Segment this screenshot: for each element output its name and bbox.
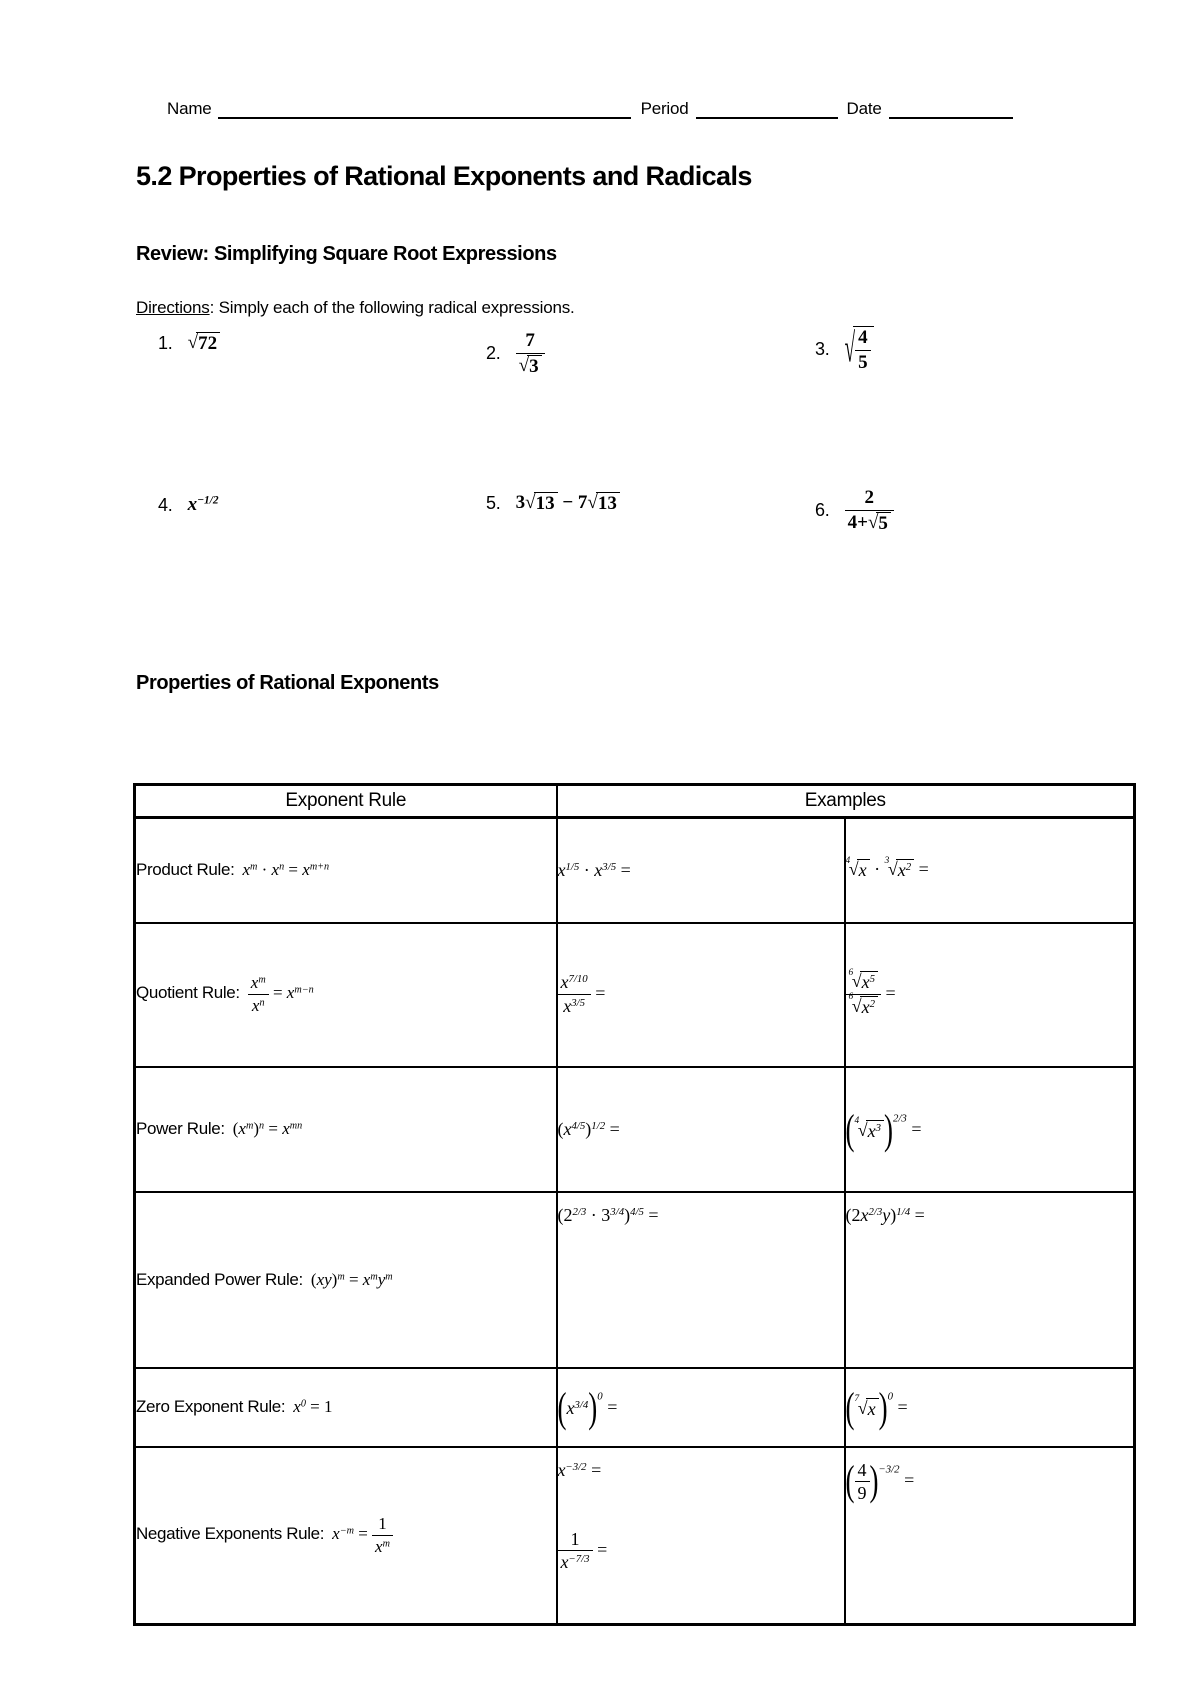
name-period-date-row xyxy=(167,100,1013,119)
table-row-power-rule xyxy=(135,1067,1135,1192)
expanded-power-example-2: $(2x^{2/3}y)^{1/4}$ = xyxy=(845,1204,925,1225)
problem-3-number: 3. xyxy=(815,339,830,360)
table-row-product-rule xyxy=(135,818,1135,923)
table-row-zero-exponent-rule xyxy=(135,1368,1135,1447)
directions-text: : Simply each of the following radical expressions. xyxy=(209,298,575,317)
negative-exponents-example-1-cell xyxy=(557,1447,845,1625)
quotient-rule-label: Quotient Rule: xyxy=(136,983,240,1003)
zero-exponent-rule-formula: $x^0 = 1$ xyxy=(293,1397,333,1416)
negative-exponents-example-1b: $\frac{1}{x^{-7/3}}$ = xyxy=(558,1529,608,1573)
problem-2 xyxy=(486,330,545,378)
expanded-power-rule-label: Expanded Power Rule: xyxy=(136,1269,303,1289)
problem-3 xyxy=(815,326,874,374)
zero-exponent-example-2: ( 7 √ x )$^0$ = xyxy=(845,1384,908,1432)
directions-label: Directions xyxy=(136,298,210,317)
date-label: Date xyxy=(846,99,882,118)
name-label: Name xyxy=(167,99,212,118)
negative-exponents-example-1a: $x^{-3/2}$ = xyxy=(557,1459,602,1480)
problem-6-number: 6. xyxy=(815,500,830,521)
problem-5 xyxy=(486,492,620,515)
negative-exponents-rule-label: Negative Exponents Rule: xyxy=(136,1524,325,1544)
power-example-1: $(x^{4/5})^{1/2}$ = xyxy=(557,1118,620,1139)
quotient-rule-cell xyxy=(135,923,557,1067)
negative-exponents-rule-cell xyxy=(135,1447,557,1625)
quotient-example-2: 6 √ $x^5$ 6 √ $x^2$ = xyxy=(846,983,896,1003)
exponent-rules-table xyxy=(133,783,1136,1626)
problem-3-expression: √ $\frac{4}{5}$ xyxy=(845,326,874,374)
expanded-power-rule-formula: $(xy)^m = x^my^m$ xyxy=(310,1269,393,1289)
zero-exponent-rule-label: Zero Exponent Rule: xyxy=(136,1397,286,1416)
zero-exponent-example-1: $(x^{3/4})^0$ = xyxy=(557,1384,618,1432)
product-example-1: $x^{1/5} \cdot x^{3/5}$ = xyxy=(557,859,631,880)
product-example-2-cell xyxy=(845,818,1135,923)
properties-heading: Properties of Rational Exponents xyxy=(136,672,439,694)
page-title: 5.2 Properties of Rational Exponents and Radicals xyxy=(136,161,752,191)
product-rule-cell xyxy=(135,818,557,923)
date-blank[interactable] xyxy=(889,101,1013,119)
problem-6-expression: 2 4+ √ 5 xyxy=(845,487,894,535)
negative-exponents-rule-formula: $x^{-m}$ = $\frac{1}{x^m}$ xyxy=(332,1524,393,1543)
negative-exponents-example-2-cell xyxy=(845,1447,1135,1625)
expanded-power-example-2-cell xyxy=(845,1192,1135,1368)
name-blank[interactable] xyxy=(218,101,631,119)
quotient-example-2-cell xyxy=(845,923,1135,1067)
negative-exponents-example-2: ( $\frac{4}{9}$ )$^{-3/2}$ = xyxy=(845,1457,915,1505)
power-example-2: ( 4 √ $x^3$ )$^{2/3}$ = xyxy=(845,1106,922,1154)
table-row-quotient-rule xyxy=(135,923,1135,1067)
zero-exponent-example-2-cell xyxy=(845,1368,1135,1447)
directions xyxy=(136,298,575,318)
table-row-negative-exponents-rule xyxy=(135,1447,1135,1625)
power-rule-formula: $(x^m)^n = x^{mn}$ xyxy=(232,1119,303,1138)
expanded-power-example-1-cell xyxy=(557,1192,845,1368)
problem-2-expression: 7 √ 3 xyxy=(516,330,545,378)
expanded-power-rule-cell xyxy=(135,1192,557,1368)
power-rule-cell xyxy=(135,1067,557,1192)
quotient-rule-formula: $\frac{x^m}{x^n}$ = $x^{m-n}$ xyxy=(248,983,314,1002)
problem-4 xyxy=(158,494,219,516)
quotient-example-1-cell xyxy=(557,923,845,1067)
power-example-1-cell xyxy=(557,1067,845,1192)
problem-4-number: 4. xyxy=(158,494,173,515)
zero-exponent-rule-cell xyxy=(135,1368,557,1447)
product-example-2: 4 √ x · 3 √ $x^2$ = xyxy=(845,855,929,881)
problem-5-number: 5. xyxy=(486,492,501,513)
negative-exponents-example-stack xyxy=(558,1460,844,1573)
table-row-expanded-power-rule xyxy=(135,1192,1135,1368)
quotient-example-1: $\frac{x^{7/10}}{x^{3/5}}$ = xyxy=(558,983,606,1003)
product-rule-label: Product Rule: xyxy=(136,860,235,880)
problem-6 xyxy=(815,487,894,535)
period-blank[interactable] xyxy=(696,101,838,119)
review-heading: Review: Simplifying Square Root Expressions xyxy=(136,243,557,265)
problem-1-expression: √ 72 xyxy=(188,332,220,355)
period-label: Period xyxy=(640,99,689,118)
product-example-1-cell xyxy=(557,818,845,923)
problem-1-number: 1. xyxy=(158,332,173,353)
table-header-row xyxy=(135,785,1135,818)
zero-exponent-example-1-cell xyxy=(557,1368,845,1447)
column-header-examples: Examples xyxy=(557,785,1135,818)
expanded-power-example-1: $(2^{2/3} \cdot 3^{3/4})^{4/5}$ = xyxy=(557,1204,659,1225)
power-rule-label: Power Rule: xyxy=(136,1119,225,1138)
problem-1 xyxy=(158,332,220,355)
column-header-exponent-rule: Exponent Rule xyxy=(135,785,557,818)
power-example-2-cell xyxy=(845,1067,1135,1192)
problem-4-expression: $x^{-1/2}$ xyxy=(187,494,219,515)
product-rule-formula: $x^m \cdot x^n = x^{m+n}$ xyxy=(242,860,330,880)
problem-5-expression: 3 √ 13 − 7 √ 13 xyxy=(516,492,620,515)
problem-2-number: 2. xyxy=(486,343,501,364)
